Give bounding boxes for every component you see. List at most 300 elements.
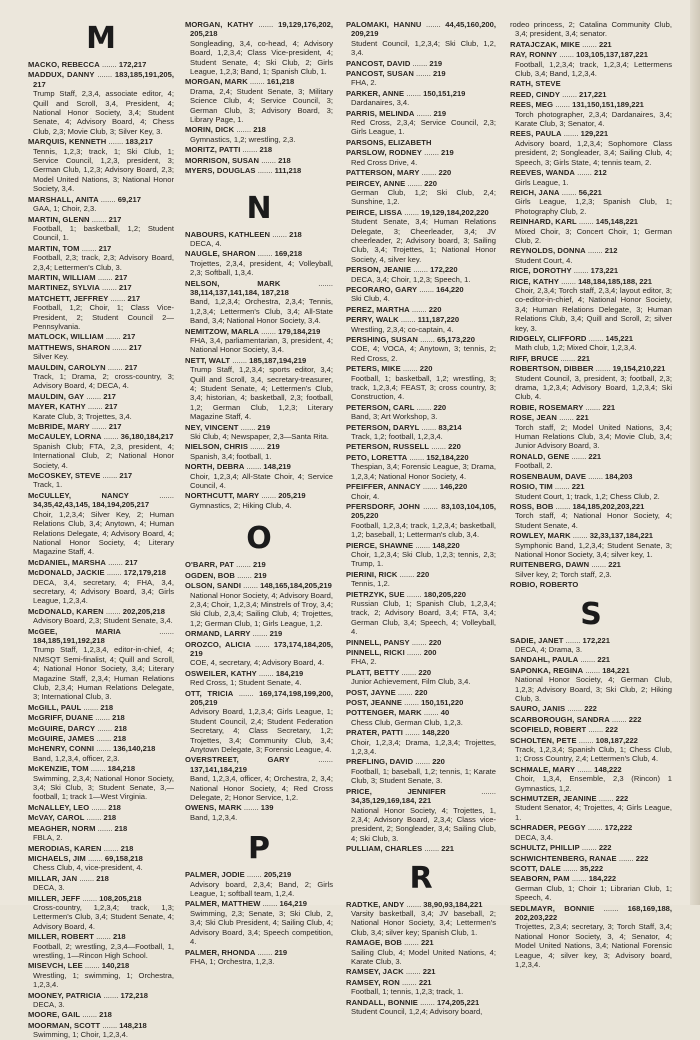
page-numbers: 131,150,151,189,221	[572, 100, 644, 110]
page-numbers: 221	[441, 844, 454, 854]
student-name: ROBIO, ROBERTO	[510, 580, 579, 590]
leader-dots: .......	[105, 557, 125, 567]
activities-text: Tennis, 1,2,3; track, 1; Ski Club, 1; Service Council, 1,2,3, president, 3; German Club, 1,2,3; Advisory Board, 2,3; Model United Nations, 3; National Honor Society, 3,4.	[33, 146, 174, 194]
leader-dots: .......	[579, 843, 599, 853]
leader-dots: .......	[417, 284, 437, 294]
index-entry	[510, 364, 672, 402]
index-entry	[28, 332, 174, 341]
page-numbers: 200	[423, 648, 437, 657]
student-name: NEY, VINCENT	[185, 422, 239, 432]
student-name: ROSENBAUM, DAVE	[510, 471, 587, 481]
index-entry	[346, 570, 496, 589]
activities-text: Silver Key.	[33, 352, 69, 362]
page-numbers: 173,221	[590, 266, 619, 276]
leader-dots: .......	[404, 88, 424, 98]
leader-dots: .......	[280, 278, 333, 288]
activities-text: DECA, 3,4; Choir, 1,2,3; Speech, 1.	[351, 274, 471, 284]
page-numbers: 32,33,137,184,221	[589, 531, 654, 541]
page-numbers: 219	[257, 422, 271, 432]
page-numbers: 218	[253, 125, 266, 135]
leader-dots: .......	[561, 129, 581, 139]
leader-dots: .......	[575, 168, 595, 178]
activities-text: Spanish Club; FTA, 2,3, president, 4; International Club, 2; National Honor Society, 4.	[33, 441, 174, 470]
index-entry	[346, 179, 496, 207]
student-name: SEDLMAYR, BONNIE	[510, 903, 595, 913]
index-entry	[346, 590, 496, 637]
leader-dots: .......	[402, 207, 422, 217]
student-name: RAMSEY, JACK	[346, 967, 404, 977]
page-numbers: 56,221	[578, 187, 602, 197]
page-numbers: 129,221	[580, 129, 609, 139]
page-numbers: 69,158,218	[104, 853, 143, 863]
index-entry	[185, 491, 333, 510]
page-numbers: 152,184,220	[426, 452, 469, 462]
page-numbers: 111,218	[274, 166, 302, 176]
index-entry	[28, 392, 174, 401]
index-entry	[185, 560, 333, 569]
index-entry	[185, 356, 333, 422]
r-continued-entries	[510, 20, 672, 590]
activities-text: Cross-country, 1,2,3,4; track, 1,3; Lettermen's Club, 3,4; Student Senate, 4; Advisory Board, 4.	[33, 902, 174, 931]
activities-text: Student Council, 1,2,4; Advisory board,	[351, 1007, 483, 1016]
leader-dots: .......	[255, 947, 275, 957]
student-name: REINHARD, KARL	[510, 217, 577, 227]
leader-dots: .......	[240, 145, 260, 155]
page-numbers: 108,205,218	[99, 893, 142, 903]
leader-dots: .......	[99, 283, 119, 293]
index-entry	[185, 20, 333, 76]
leader-dots: .......	[250, 629, 270, 639]
activities-text: FBLA, 2.	[33, 833, 63, 843]
page-numbers: 169,174,198,199,200, 205,219	[190, 688, 333, 707]
page-numbers: 218	[259, 145, 273, 155]
activities-text: Karate Club, 3; Trojettes, 3,4.	[33, 411, 132, 421]
leader-dots: .......	[234, 125, 254, 135]
leader-dots: .......	[95, 823, 115, 833]
index-entry	[346, 305, 496, 314]
r-entries	[346, 900, 496, 1017]
page-numbers: 218	[113, 734, 127, 744]
leader-dots: .......	[93, 932, 113, 942]
activities-text: Tennis, 1,2.	[351, 579, 390, 589]
student-name: MARQUIS, KENNETH	[28, 137, 107, 147]
page-numbers: 221	[602, 402, 616, 412]
leader-dots: .......	[105, 362, 125, 372]
page-numbers: 40	[440, 708, 450, 718]
student-name: PATTERSON, MARY	[346, 168, 420, 178]
section-letter-r: R	[409, 860, 433, 896]
page-numbers: 222	[635, 853, 649, 863]
student-name: PECORARO, GARY	[346, 284, 418, 294]
leader-dots: .......	[106, 137, 126, 147]
n-entries	[185, 230, 333, 511]
page-numbers: 150,151,220	[421, 698, 464, 708]
index-entry	[510, 354, 672, 363]
leader-dots: .......	[79, 243, 99, 253]
index-entry	[510, 843, 672, 852]
leader-dots: .......	[585, 823, 605, 833]
leader-dots: .......	[104, 568, 124, 578]
student-name: SCHMUTZER, JEANINE	[510, 794, 597, 804]
m-entries	[28, 60, 174, 1040]
index-entry	[510, 854, 672, 863]
student-name: PETO, LORETTA	[346, 452, 408, 462]
page-numbers: 219	[429, 58, 443, 68]
index-entry	[346, 757, 496, 785]
index-entry	[28, 137, 174, 193]
page-numbers: 205,219	[278, 491, 306, 501]
student-name: ROSIO, TIM	[510, 482, 553, 492]
activities-text: Chess Club, 4, vice-president, 4.	[33, 863, 143, 873]
student-name: PEREZ, MARTHA	[346, 304, 410, 314]
activities-text: Junior Achievement, Film Club, 3,4.	[351, 677, 471, 687]
student-name: RAMSEY, RON	[346, 977, 400, 987]
leader-dots: .......	[84, 391, 104, 401]
activities-text: Dardanaires, 3,4.	[351, 98, 410, 108]
index-entry	[28, 894, 174, 932]
student-name: PERSON, JEANIE	[346, 265, 412, 275]
index-entry	[185, 948, 333, 967]
index-entry	[185, 629, 333, 638]
student-name: ORMAND, LARRY	[185, 629, 251, 639]
activities-text: DECA, 3,4, secretary, 4; FHA, 3,4, secretary, 4; Advisory Board, 3,4; Girls League, 1,2,3,4.	[33, 577, 174, 606]
student-name: PLATT, BETTY	[346, 667, 400, 677]
activities-text: Mixed Choir, 3; Concert Choir, 1; German Club, 2.	[515, 226, 672, 245]
index-entry	[28, 854, 174, 873]
index-entry	[28, 1010, 174, 1019]
activities-text: Silver key, 2; Torch staff, 2,3.	[515, 569, 612, 579]
leader-dots: .......	[244, 462, 264, 472]
leader-dots: .......	[95, 272, 115, 282]
page-numbers: 172,222	[604, 823, 633, 833]
page-numbers: 164,219	[279, 899, 307, 909]
leader-dots: .......	[586, 334, 606, 343]
page-numbers: 179,184,219	[278, 326, 321, 336]
page-numbers: 184,219	[275, 668, 304, 678]
student-name: McKENZIE, TOM	[28, 764, 89, 774]
leader-dots: .......	[560, 89, 580, 99]
leader-dots: .......	[234, 560, 254, 570]
leader-dots: .......	[259, 491, 279, 501]
student-name: REYNOLDS, DONNA	[510, 246, 586, 256]
index-entry	[185, 442, 333, 461]
page-numbers: 220	[424, 178, 437, 188]
student-name: PEIRCEY, ANNE	[346, 178, 406, 188]
index-entry	[510, 904, 672, 970]
student-name: MACKO, REBECCA	[28, 60, 100, 69]
page-numbers: 183,217	[125, 137, 153, 147]
student-name: RADTKE, ANDY	[346, 899, 405, 909]
activities-text: Red Cross, 2,3,4; Service Council, 2,3; Girls League, 1.	[351, 118, 496, 137]
student-name: SANDAHL, PAULA	[510, 655, 579, 665]
page-numbers: 172,220	[430, 265, 458, 275]
index-entry	[510, 452, 672, 471]
index-entry	[185, 279, 333, 326]
index-entry	[510, 794, 672, 822]
activities-text: Choir, 2,3,4; Torch staff, 2,3,4; layout editor, 3; co-editor-in-chief, 4; National Honor Society, 3,4; Human Relations Delegate, 3; Human Relations Club, 3,4; Quill and Scroll, 2; silver key, 3.	[515, 285, 672, 333]
activities-text: Football, 2,3; track, 2,3; Advisory Board, 2,3,4; Lettermen's Club, 3.	[33, 253, 174, 272]
page-numbers: 202,205,218	[122, 606, 165, 616]
activities-text: Band, 1,2,3,4; Orchestra, 2,3,4; Tennis, 1,2,3,4; Lettermen's Club, 3,4; All-State Band, 3,4; National Honor Society, 3,4.	[190, 297, 333, 326]
leader-dots: .......	[410, 58, 430, 68]
activities-text: Football, 2.	[515, 461, 553, 471]
index-entry	[510, 50, 672, 78]
leader-dots: .......	[260, 899, 280, 909]
student-name: PERRY, WALK	[346, 315, 399, 325]
activities-text: Track, 1,2,3,4; Spanish Club, 1; Chess Club, 1; Cross Country, 2,4; Lettermen's Club, 4.	[515, 745, 672, 764]
leader-dots: .......	[88, 764, 108, 774]
leader-dots: .......	[85, 853, 105, 863]
index-entry	[510, 580, 672, 589]
leader-dots: .......	[82, 961, 102, 971]
p-continued-entries	[346, 20, 496, 854]
leader-dots: .......	[101, 843, 121, 853]
index-entry	[346, 265, 496, 284]
leader-dots: .......	[94, 734, 114, 744]
index-entry	[510, 864, 672, 873]
index-entry	[346, 688, 496, 697]
student-name: NELSON, MARK	[185, 278, 281, 288]
student-name: RIFF, BRUCE	[510, 353, 559, 363]
index-entry	[346, 708, 496, 727]
index-entry	[28, 343, 174, 362]
page-numbers: 145,221	[605, 334, 633, 343]
activities-text: Chess Club, German Club, 1,2,3.	[351, 717, 463, 727]
index-entry	[510, 472, 672, 481]
leader-dots: .......	[405, 178, 425, 188]
activities-text: Swimming, 2,3,4; National Honor Society, 3,4; Ski Club, 3; Student Senate, 3,—football, 1; track 1—West Virginia.	[33, 773, 174, 802]
student-name: MARTIN, WILLIAM	[28, 272, 96, 282]
activities-text: Sailing Club, 4; Model United Nations, 4; Karate Club, 3.	[351, 947, 496, 966]
index-entry	[346, 20, 496, 58]
activities-text: Football, 2; wrestling, 2,3,4—Football, 1, wrestling, 1—Rincon High School.	[33, 941, 174, 960]
activities-text: Trump Staff, 1,2,3,4; sports editor, 3,4; Quill and Scroll, 3,4, secretary-treasurer, 4; Student Senate, 4; Lettermen's Club, 3,4; historian, 4; basketball, 2,3; football, 1,2; German Club, 1,2,3; Literary Magazine Staff, 4.	[190, 365, 333, 422]
page-numbers: 220	[428, 637, 442, 647]
page-numbers: 219	[253, 560, 266, 570]
student-name: PINNELL, RICKI	[346, 648, 405, 657]
index-entry	[346, 148, 496, 167]
activities-text: DECA, 4; Drama, 3.	[515, 644, 583, 654]
leader-dots: .......	[586, 725, 606, 735]
activities-text: Spanish, 3,4; football, 1.	[190, 451, 272, 461]
leader-dots: .......	[98, 194, 118, 204]
page-numbers: 221	[576, 413, 589, 423]
leader-dots: .......	[85, 402, 105, 412]
index-entry	[185, 581, 333, 628]
index-entry	[185, 230, 333, 249]
leader-dots: .......	[84, 813, 104, 823]
student-name: ROBERTSON, DIBBER	[510, 364, 594, 374]
index-entry	[28, 422, 174, 431]
page-numbers: 103,105,137,187,221	[576, 50, 648, 60]
student-name: McGUIRE, JAMES	[28, 734, 95, 744]
leader-dots: .......	[101, 990, 121, 1000]
page-numbers: 161,218	[266, 77, 295, 87]
index-entry	[510, 655, 672, 664]
activities-text: Songleading, 3,4, co-head, 4; Advisory Board, 1,2,3,4; Class Vice-president, 4; Student Senate, 4; Ski Club, 2; Girls League, 1,2,3; Band, 1; Spanish Club, 1.	[190, 38, 333, 77]
activities-text: FHA, 1; Orchestra, 1,2,3.	[190, 956, 275, 966]
index-entry	[510, 40, 672, 49]
student-name: MAULDIN, CAROLYN	[28, 362, 106, 372]
page-edge-shadow	[690, 0, 700, 905]
index-entry	[346, 138, 496, 147]
index-entry	[28, 874, 174, 893]
leader-dots: .......	[559, 187, 579, 197]
activities-text: Football, 1; baseball, 1,2; tennis, 1; Karate Club, 3; Student Senate, 3.	[351, 766, 496, 786]
index-entry	[510, 413, 672, 451]
page-numbers: 218	[99, 1010, 112, 1020]
page-numbers: 139	[260, 803, 274, 813]
activities-text: Choir, 4.	[351, 491, 380, 501]
index-entry	[28, 764, 174, 802]
index-entry	[346, 208, 496, 264]
index-entry	[346, 648, 496, 667]
index-entry	[185, 462, 333, 490]
page-numbers: 218	[289, 229, 302, 239]
index-column-3	[346, 20, 496, 1016]
page-numbers: 222	[598, 843, 612, 853]
student-name: MOORMAN, SCOTT	[28, 1020, 101, 1030]
page-numbers: 169,218	[274, 249, 303, 259]
activities-text: COE, 4, secretary, 4; Advisory Board, 4.	[190, 658, 325, 668]
activities-text: DECA, 4.	[190, 238, 222, 248]
index-entry	[510, 666, 672, 704]
index-entry	[510, 403, 672, 412]
page-numbers: 218	[100, 702, 114, 712]
student-name: ROBIE, ROSEMARY	[510, 402, 584, 412]
section-letter-n: N	[246, 190, 272, 226]
activities-text: Torch staff, 2; Model United Nations, 3,4; Human Relations Club, 3,4; Movie Club, 3,4; Junior Advisory Board, 3.	[515, 422, 672, 451]
leader-dots: .......	[100, 471, 120, 481]
leader-dots: .......	[413, 757, 433, 767]
index-entry	[28, 402, 174, 421]
leader-dots: .......	[565, 704, 585, 714]
index-entry	[346, 285, 496, 304]
student-name: PRICE, JENNIFER	[346, 786, 446, 796]
activities-text: Russian Club, 1; Spanish Club, 1,2,3,4; track, 2; Advisory Board, 3,4; FTA, 3,4; German Club, 3,4; Speech, 4; Volleyball, 4.	[351, 598, 496, 637]
student-name: REEVES, WANDA	[510, 168, 576, 178]
leader-dots: .......	[108, 293, 128, 303]
leader-dots: .......	[586, 471, 606, 481]
activities-text: Student Court, 1; track, 1,2; Chess Club, 2.	[515, 491, 660, 501]
index-entry	[346, 59, 496, 68]
index-entry	[346, 541, 496, 569]
leader-dots: .......	[95, 723, 115, 733]
leader-dots: .......	[409, 637, 429, 647]
index-entry	[28, 991, 174, 1010]
leader-dots: .......	[233, 688, 260, 698]
activities-text: rodeo princess, 2; Catalina Community Club, 3,4; president, 3,4; senator.	[510, 20, 672, 39]
student-name: PERSHING, SUSAN	[346, 335, 418, 344]
index-entry	[510, 874, 672, 902]
index-entry	[510, 736, 672, 764]
leader-dots: .......	[579, 39, 599, 49]
page-numbers: 173,174,184,205, 219	[190, 639, 333, 658]
leader-dots: .......	[255, 166, 275, 176]
student-name: MICHAELS, JIM	[28, 853, 86, 863]
page-numbers: 185,187,194,219	[249, 355, 307, 365]
leader-dots: .......	[429, 442, 449, 452]
index-entry	[346, 967, 496, 976]
s-entries	[510, 636, 672, 970]
student-name: PARRIS, MELINDA	[346, 108, 415, 118]
page-numbers: 220	[433, 402, 447, 412]
student-name: SCHMALE, MARY	[510, 764, 576, 774]
leader-dots: .......	[413, 540, 433, 550]
index-entry	[185, 571, 333, 580]
leader-dots: .......	[247, 77, 267, 87]
index-entry	[346, 502, 496, 540]
index-entry	[185, 145, 333, 154]
leader-dots: .......	[553, 100, 573, 110]
activities-text: Varsity basketball, 3,4; JV baseball, 2; National Honor Society, 3,4; Lettermen's Club, 3,4; silver key; Spanish Club, 1.	[351, 908, 496, 937]
index-entry	[510, 20, 672, 39]
page-numbers: 184,203	[605, 471, 633, 481]
leader-dots: .......	[409, 304, 429, 314]
index-entry	[346, 900, 496, 938]
leader-dots: .......	[419, 168, 439, 178]
student-name: McBRIDE, MARY	[28, 422, 90, 432]
index-entry	[510, 704, 672, 713]
activities-text: Swimming, 1; Choir, 1,2,3,4.	[33, 1030, 128, 1040]
index-entry	[346, 668, 496, 687]
activities-text: Advisory Board, 1,2,3,4; Girls League, 1; Student Council, 2,4; Student Federation Secretary, 4; Class Secretary, 1,2; Trojettes, 3,4; Community Club, 3,4; Anytown Delegate, 3; Forensic League, 4.	[190, 707, 333, 754]
index-entry	[346, 442, 496, 451]
page-numbers: 65,173,220	[436, 335, 475, 344]
leader-dots: .......	[103, 332, 123, 342]
activities-text: DECA, 3.	[33, 1000, 65, 1009]
activities-text: Red Cross Drive, 4.	[351, 157, 418, 167]
leader-dots: .......	[417, 997, 437, 1007]
page-numbers: 148,218	[119, 1020, 147, 1030]
index-entry	[510, 765, 672, 793]
leader-dots: .......	[585, 246, 605, 256]
student-name: PALOMAKI, HANNU	[346, 20, 422, 29]
student-name: MERODIAS, KAREN	[28, 843, 102, 853]
index-entry	[28, 703, 174, 712]
student-name: SAPONKA, REGINA	[510, 665, 584, 675]
leader-dots: .......	[241, 803, 261, 813]
leader-dots: .......	[560, 863, 580, 873]
activities-text: Swimming, 2,3; Senate, 3; Ski Club, 2, 3,4; Ski Club President, 4; Sailing Club, 4; Advisory Board, 3,4; Speech competition, 4.	[190, 908, 333, 947]
student-name: ROSS, BOB	[510, 501, 554, 511]
student-name: RUITENBERG, DAWN	[510, 560, 590, 570]
page-numbers: 69,217	[117, 194, 141, 204]
leader-dots: .......	[570, 531, 590, 541]
page-numbers: 34,35,42,43,145, 184,194,205,217	[33, 500, 150, 510]
student-name: RANDALL, BONNIE	[346, 997, 418, 1007]
page-numbers: 83,103,104,105, 205,220	[351, 501, 496, 521]
student-name: PARSONS, ELIZABETH	[346, 137, 432, 147]
index-entry	[346, 938, 496, 966]
activities-text: Student Senate, 3,4; Human Relations Delegate, 3; Cheerleader, 3,4; JV cheerleader, 2; Advisory board, 3; Sailing Club, 3,4; Trojettes, 1; National Honor Society, 4, silver key.	[351, 217, 496, 264]
page-numbers: 164,220	[436, 284, 464, 294]
leader-dots: .......	[244, 870, 264, 880]
leader-dots: .......	[255, 249, 275, 259]
student-name: REICH, JANA	[510, 187, 560, 197]
leader-dots: .......	[589, 560, 609, 570]
page-numbers: 217	[104, 402, 118, 412]
page-numbers: 83,214	[438, 422, 462, 432]
index-entry	[28, 627, 174, 702]
index-entry	[28, 713, 174, 722]
leader-dots: .......	[576, 735, 596, 745]
index-entry	[28, 60, 174, 69]
page-numbers: 184,185,191,192,218	[33, 635, 105, 645]
activities-text: Band, 1,2,3,4.	[190, 812, 238, 822]
index-entry	[28, 734, 174, 743]
page-numbers: 217	[122, 332, 136, 342]
